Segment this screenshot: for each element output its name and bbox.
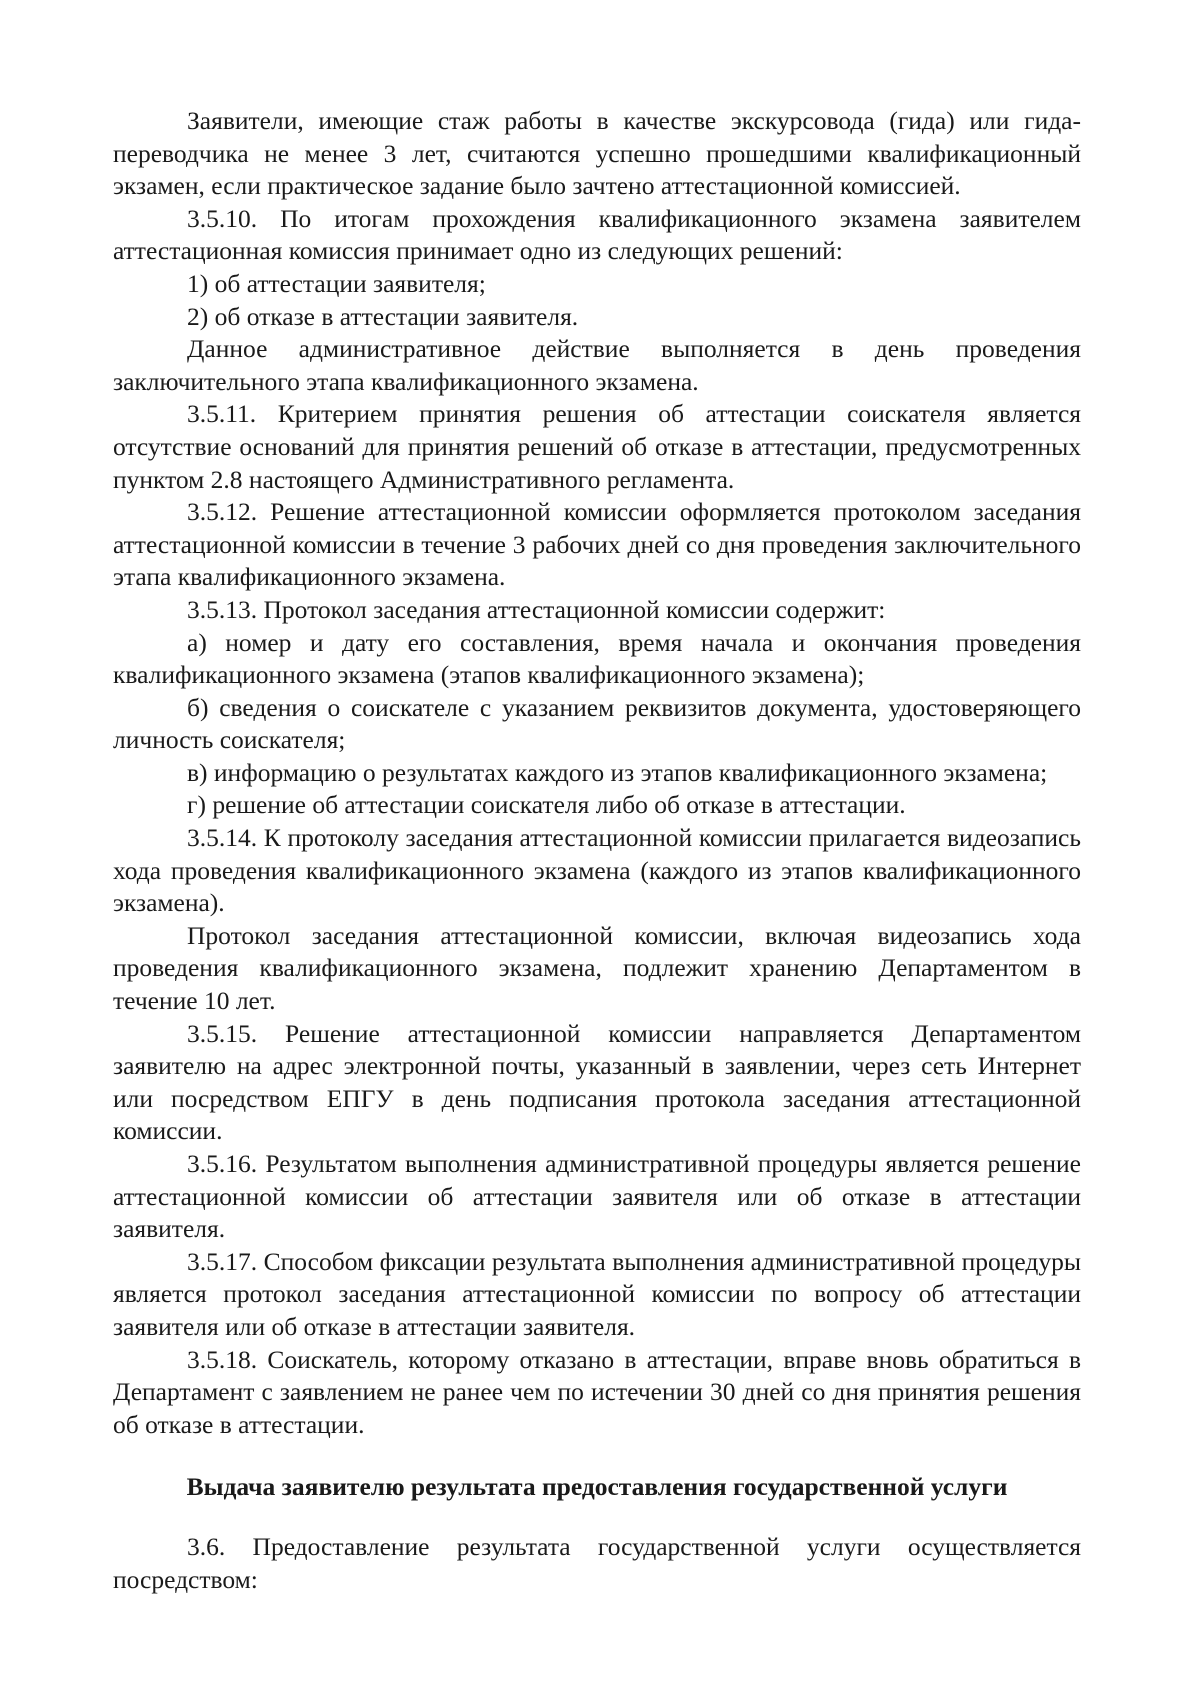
list-item-refusal: 2) об отказе в аттестации заявителя. bbox=[187, 301, 579, 331]
paragraph-experienced-applicants: Заявители, имеющие стаж работы в качестве экскурсовода (гида) или гида-переводчика не менее 3 лет, считаются успешно прошедшими квалификационный экзамен, если практическое задание было зачтено аттестационной комиссией. bbox=[113, 106, 1081, 201]
list-item-a: а) номер и дату его составления, время начала и окончания проведения квалификационного экзамена (этапов квалификационного экзамена); bbox=[113, 627, 1081, 690]
list-item-attestation: 1) об аттестации заявителя; bbox=[187, 268, 486, 298]
section-heading: Выдача заявителю результата предоставления государственной услуги bbox=[186, 1472, 1008, 1502]
paragraph-3-5-13: 3.5.13. Протокол заседания аттестационной комиссии содержит: bbox=[187, 594, 886, 624]
paragraph-3-5-11: 3.5.11. Критерием принятия решения об аттестации соискателя является отсутствие оснований для принятия решений об отказе в аттестации, предусмотренных пунктом 2.8 настоящего Административного регламента. bbox=[113, 399, 1081, 494]
paragraph-3-5-14: 3.5.14. К протоколу заседания аттестационной комиссии прилагается видеозапись хода проведения квалификационного экзамена (каждого из этапов квалификационного экзамена). bbox=[113, 823, 1081, 918]
paragraph-action-timing: Данное административное действие выполняется в день проведения заключительного этапа квалификационного экзамена. bbox=[113, 334, 1081, 396]
list-item-g: г) решение об аттестации соискателя либо об отказе в аттестации. bbox=[187, 790, 906, 820]
paragraph-3-5-12: 3.5.12. Решение аттестационной комиссии оформляется протоколом заседания аттестационной комиссии в течение 3 рабочих дней со дня проведения заключительного этапа квалификационного экзамена. bbox=[113, 497, 1081, 592]
paragraph-3-5-16: 3.5.16. Результатом выполнения административной процедуры является решение аттестационной комиссии об аттестации заявителя или об отказе в аттестации заявителя. bbox=[113, 1149, 1081, 1244]
paragraph-3-6: 3.6. Предоставление результата государственной услуги осуществляется посредством: bbox=[113, 1531, 1081, 1594]
paragraph-3-5-15: 3.5.15. Решение аттестационной комиссии направляется Департаментом заявителю на адрес электронной почты, указанный в заявлении, через сеть Интернет или посредством ЕПГУ в день подписания протокола заседания аттестационной комиссии. bbox=[113, 1018, 1081, 1146]
paragraph-3-5-17: 3.5.17. Способом фиксации результата выполнения административной процедуры является протокол заседания аттестационной комиссии по вопросу об аттестации заявителя или об отказе в аттестации заявителя. bbox=[113, 1246, 1081, 1341]
list-item-v: в) информацию о результатах каждого из этапов квалификационного экзамена; bbox=[187, 757, 1048, 787]
paragraph-3-5-18: 3.5.18. Соискатель, которому отказано в аттестации, вправе вновь обратиться в Департамент с заявлением не ранее чем по истечении 30 дней со дня принятия решения об отказе в аттестации. bbox=[113, 1344, 1081, 1439]
paragraph-protocol-storage: Протокол заседания аттестационной комиссии, включая видеозапись хода проведения квалификационного экзамена, подлежит хранению Департаментом в течение 10 лет. bbox=[113, 920, 1081, 1016]
paragraph-3-5-10: 3.5.10. По итогам прохождения квалификационного экзамена заявителем аттестационная комиссия принимает одно из следующих решений: bbox=[113, 203, 1081, 266]
list-item-b: б) сведения о соискателе с указанием реквизитов документа, удостоверяющего личность соискателя; bbox=[113, 692, 1081, 755]
document-page bbox=[113, 105, 1081, 1596]
